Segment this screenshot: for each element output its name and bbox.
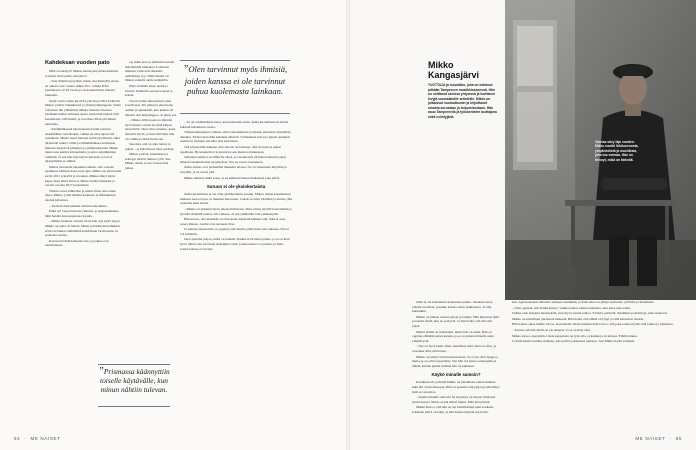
gutter — [346, 0, 350, 450]
body-paragraph: – Käykö minulle samoin? Se kysymys on käynyt mielessä monta kertaa. Mutta en jää siihen kiinni. Elän tätä päivää. — [412, 395, 495, 404]
body-paragraph: Tämän menetyksen vaiheet olivat sanoituksissa ja lukuun taittuneet näytelmän aiheiksi. Tarinat kerrottiin kahdesti äänessä. Voimakkaat kuvat ja kipeät ajatukset asettuivat laulujen sanoiksi yksi kerrallaan. — [180, 130, 291, 144]
body-paragraph: Mikko kertoo, että hän on nyt kiitollisempi kuin koskaan. Jokainen päivä on lahja, ja hän haluaa käyttää sen hyvin. — [412, 405, 494, 414]
body-paragraph: Pitkä työ venyi kasvaan yhdessä, ja neljä kuukautta lähti heidän kokoonpanona lopulta. — [45, 209, 119, 218]
body-paragraph: niiltä ei ole kokemusta helpotusta puhua. Jokainen suree omalla tavallaan, ja kukin kantaa omaa taakkaansa. Ja niin kuuluukin. — [412, 300, 493, 314]
body-paragraph: – Mikko on puhunut myös alkoholismistaan. Siitä, miten hyvillä kaverillakin ja hyvällä elämällä saattaa olla vaikeaa. Ja sen ymmärtää vasta jälkeenpäin. — [180, 206, 292, 216]
bio-text: TUOTTAJA ja muusikko, joka on toiminut pitkään Tampereen musiikkiskenessä. Hän on soittanut useissa yhtyeissä ja tuottanut levyjä suomalaisille artisteille. Mikko on julkaissut sooloalbumin ja kirjoittanut omasta surustaan ja toipumisestaan. Hän asuu Tampereella ja työskentelee tuottajana sekä esiintyjänä. — [428, 83, 497, 119]
body-paragraph: Tiitaan vuosi vähitellen ja tuntui sitten uusi sitten alkoi. Mikko, jollei hänellä kaunneet ja mittaakimin itsensä kalatansa. — [45, 188, 116, 203]
body-paragraph: – Mikko-Ollin kausi on minulle hyvä muisto, mutta en enää kaipaa sitä päivää. Olen ollut onnekas. Asiat menivät hyvin, ja kun Olli lähti, hän oli valmis ja minä tiesin sen. — [125, 118, 176, 141]
body-paragraph: Sellainen surutyö vei Mikolta aikaa, ja vuosikausia jäi hänen takaraivoonsa ääneen lausumattomat kysymykset. Nyt ne saivat vastauksen. — [180, 155, 287, 164]
body-paragraph: – Olen oppinut, että elämä kantaa. Vaikka joskus tuntuu raskaalta, aina tulee uusi aamu. — [512, 305, 631, 310]
page-number: 55 — [675, 436, 682, 441]
quote-rule-bottom — [98, 406, 170, 407]
body-paragraph: – Kun minulta kysytään, miten olet käsitellyt surua, en oikein osaa vastata siihen. Ero, vaikka äidin kuolemasta oli 26 vuotta ja oleu menettänyt läheisä mukulan. — [45, 79, 120, 97]
magazine-name: ME NAISET — [30, 436, 61, 441]
body-paragraph: Olen ajatellut paljon, mikä on tärkeää. Kaikki eivät halua puhua, ja se on ihan hyvä. Minä olen tarvinnut molempia: niitä, joiden kanssa voi puhua, ja niitä, joiden kanssa ei tarvitse. — [180, 237, 290, 251]
section-heading: Kahdeksan vuoden pato — [45, 60, 110, 66]
body-paragraph: Neljä vuotta sitten kuoli 93-ylevanen Olli Lindholm. Mikon ystävä, bändikaveri ja yhteistyökumppani. Sekin ravistelee äiti ylähämmi. Mikko muistaa olleensa naamakuvitellut sellaisen surun, kuin mitä tunteet Olli kuolemasta. Olli ihmiä, ja toveriana Tilan piti lähteä kierreelle. — [45, 98, 121, 126]
body-paragraph: Mikko on kiitollinen jokaisesta hetkestä. Hän tietää, että elämä on lyhyt ja siitä kannattaa nauttia. — [512, 316, 644, 321]
body-paragraph: – Surusta selviää, mutta se vie aikansa. Ja se on ihan okei. — [512, 327, 591, 332]
pull-quote-text: Prismassa käännyttiin toiselle käytävälle, kun minun nähtiin tulevan. — [100, 367, 170, 394]
right-column-2 — [508, 300, 684, 435]
body-paragraph: Vaikka olen kokenut menetyksiä, olen myös saanut paljon. Ystäviä, perhettä, musiikkia ja muistoja, jotka kantavat. — [512, 311, 668, 316]
body-paragraph: Mikko on tehnyt töitä itsensä kanssa. Se ei ole ollut helppoa, mutta se on ollut tarpeellista. Nyt hän voi katsoa taaksepäin ja nähdä, kuinka pitkän matkan hän on kulkenut. — [412, 354, 499, 368]
body-paragraph: Mikko muistaa äidin sanat, ja ne kulkevat hänen mukanaan joka päivä. — [184, 175, 281, 180]
body-paragraph: Toivat kolme mittaamaan omat koettavissa, äiti puhui ja jakoi koko aamun ja ajatuksilla, kun kaiken oli alkanut olla helpomppoa. Ja aikaa sai. — [125, 98, 177, 117]
body-paragraph: – Tietävät mitä kaikkia tuli kun uskoimma. — [49, 203, 108, 208]
body-paragraph: leet. Ajantasaiseksi minuutit aiempaa enemmän, ja lisää aikaa on jäänyt perheelle, ystäville ja musiikille. — [512, 300, 655, 304]
page-number: 54 — [14, 436, 21, 441]
body-paragraph: on, minä juon jo jätinkin kostolla ikävöinnillä tulkentaa. Laitetaan mukaan valtavasti sinukalle aalkollinen syy. Tämä muisti oli Mikon samalla ajalla kuljimilla. — [125, 60, 175, 83]
quote-rule-bottom — [180, 113, 290, 114]
body-paragraph: Ja samaan aikaan hän on oppinut, että surulle pitää antaa oma aikansa. Sitä ei voi kiirehtiä. — [180, 227, 289, 236]
body-paragraph: Hän kertoo, että musiikki on ollut keino käsitellä kaikkea sitä, mitä ei osaa sanoa ääneen. Laulut ovat antaneet tilaa. — [180, 217, 286, 226]
right-folio: ME NAISET · 55 — [635, 436, 682, 441]
body-paragraph: – Mikko mukana vuonna vuosi kun asia kyllä loppu. Mikko on paha. Ja luulen, hänen selvääntyään lääkkeet, eivät ole hänen välttämättä kohdallaan tarvittaisiin. Ja seudoksi saatiin. — [45, 219, 121, 238]
body-paragraph: – Ensimmäisessä käsi haksattui näiin taanvun ensimmäiset raavilteaksi, vaikka en edes tajuut sitä toisinkoin. Mikko meni tuntuun selvitystyöhönsä, alkoi järjestellä selkeö. Ollin ja Ollinmiittäkset kolluttaan mukaan tuppoivat pääjärjee ja päihinsakyönsä. Mikko tajusi uusi sektiin loitupalakin, ja antoi seljuhkkitien tomikiin. Ja sen hän löysi myös tuhoaan; ja toivot järjestäisiksi ja omiksi. — [45, 127, 121, 164]
right-column-1 — [412, 300, 500, 440]
pull-quote-text: Olen tarvinnut myös ihmisiä, joiden kanssa ei ole tarvinnut puhua kuolemasta lainkaan. — [184, 64, 288, 96]
person-name: Mikko Kangasjärvi — [428, 60, 480, 80]
body-paragraph: – Se oli ensimmäinen kerta, kun kumosilla surin. Äidin kuolemaan eli silloin kulunut kahdeksan vuotta. — [180, 120, 289, 129]
bio-box — [428, 60, 498, 119]
section-subheading: Suruun ei ole yksinkertaista — [206, 184, 266, 190]
body-paragraph: – Nyt on hyvä hetki. Olen onnellinen siitä, mitä on ollut, ja toiveikas siitä, mitä tulee. — [412, 344, 497, 353]
left-folio: 54 · ME NAISET — [14, 436, 61, 441]
body-paragraph: Äidin tarinat ovat perhemme mikkelin aitassa. Ne on tallennettu kirjoihin ja levyihin, ja ne soivat yhä. — [180, 165, 287, 174]
left-column-2 — [125, 60, 177, 360]
body-paragraph: Mikko katsoo eteenpäin. Uusia kappaleita on työn alla, ja keikkoja on tulossa. Elämä jatkuu. — [512, 333, 638, 338]
quote-rule-top — [180, 60, 290, 61]
quote-mark: ” — [182, 64, 189, 75]
body-paragraph: Mikon ystävät, kuuntelijat ja kollegat pitävät muistoa yllä. Sen Mikko tietää, ja sen varassa hän jatkaa. — [125, 152, 171, 171]
left-column-3 — [180, 120, 292, 435]
body-paragraph: Mitä on surutyö? Mikon menetystä pitäisi käsitellä, ja miten sitä lopulta tarkoittaa? — [45, 69, 119, 78]
body-paragraph: Näin viemään aikaa laulut ja sävelet. Puhuttiin seuraava kausi ja kohde. — [125, 83, 173, 98]
body-paragraph: Hän haluaa antaa muille toivoa. Kertomalla oman tarinansa hän toivoo, että joku toinen löytää siitä lohtua ja rohkeutta. — [512, 322, 674, 327]
magazine-name: ME NAISET — [635, 436, 666, 441]
body-paragraph: Mikon elämä on muuttunut, mutta hän on sama. Hän on oppinut elämään surun kanssa, ja se on antanut hänelle uutta ymmärrystä. — [412, 329, 494, 343]
quote-mark: ” — [98, 366, 104, 377]
section-subheading: Käykö minulle samoin? — [431, 372, 481, 378]
body-paragraph: Äidin kuolemasta ei ole ollut yksinkertaista suruun. Mikon omien kokemusten mukaan suru ei lopu, se muuttaa muotoaan. Joskus se tulee yllättäen ja tuntuu yhtä raskaalta kuin silloin. — [180, 192, 292, 206]
body-paragraph: Sanoisin, että on aika tuntea ja puhua – ja kiitollisuus tulee perässä. — [125, 142, 175, 151]
body-paragraph: Mikko on jälleen saanut sanoja ja lauluja. Hän kirjoittaa niitä ja nauttii niistä, kun ne syntyvät. Ja hän tietää, että äiti olisi ylpeä. — [412, 314, 499, 328]
body-paragraph: Sitä kirjoitettiin mukaan, kun sairaus oli levinnyt. Äiti luovutti ja puhui lapsilleen. He kuuntelivat ja kantoivat sen muiston mukanaan. — [180, 144, 281, 154]
pull-quote-top — [178, 64, 292, 97]
pull-quote-bottom — [96, 367, 172, 394]
body-paragraph: Kesäkuun 29. päivänä Mikko on päivälleen saman ikäinen kuin äiti oli kuollessaan. Hän on ajatellut sitä paljon ja miettinyt, mitä se tarkoittaa. — [412, 380, 500, 394]
quote-rule-top — [98, 364, 170, 365]
body-paragraph: Mikon luonteelle takaumen äikeen, olin vastaan naamussa kielleen koko uran ajan. Mikko sai sitä kestää kevät 2021 syksyllä ja tavannut. Mikko näkyi myös kipee. Kun niillä Tulevat, Mikko tietää omankiin ja varasti vuoden 2017 kuolematta. — [45, 164, 121, 188]
body-paragraph: Kokoontui mahdollisesti taas, ja paikat ovat taistelunneet. — [45, 238, 109, 248]
body-paragraph: Ja äidin muisto kulkee mukana, joka päivä, jokaisessa laulussa. Sen Mikko tietää varmasti. — [512, 339, 636, 344]
photo-caption: Valoisa sävy läpi vuoden. Mikko nauttii lähiluonnosta, ympäristöstä ja musiikista, joka tuo voimaa. Hän on tiennyt, mikä on tärkeää. — [595, 140, 639, 162]
